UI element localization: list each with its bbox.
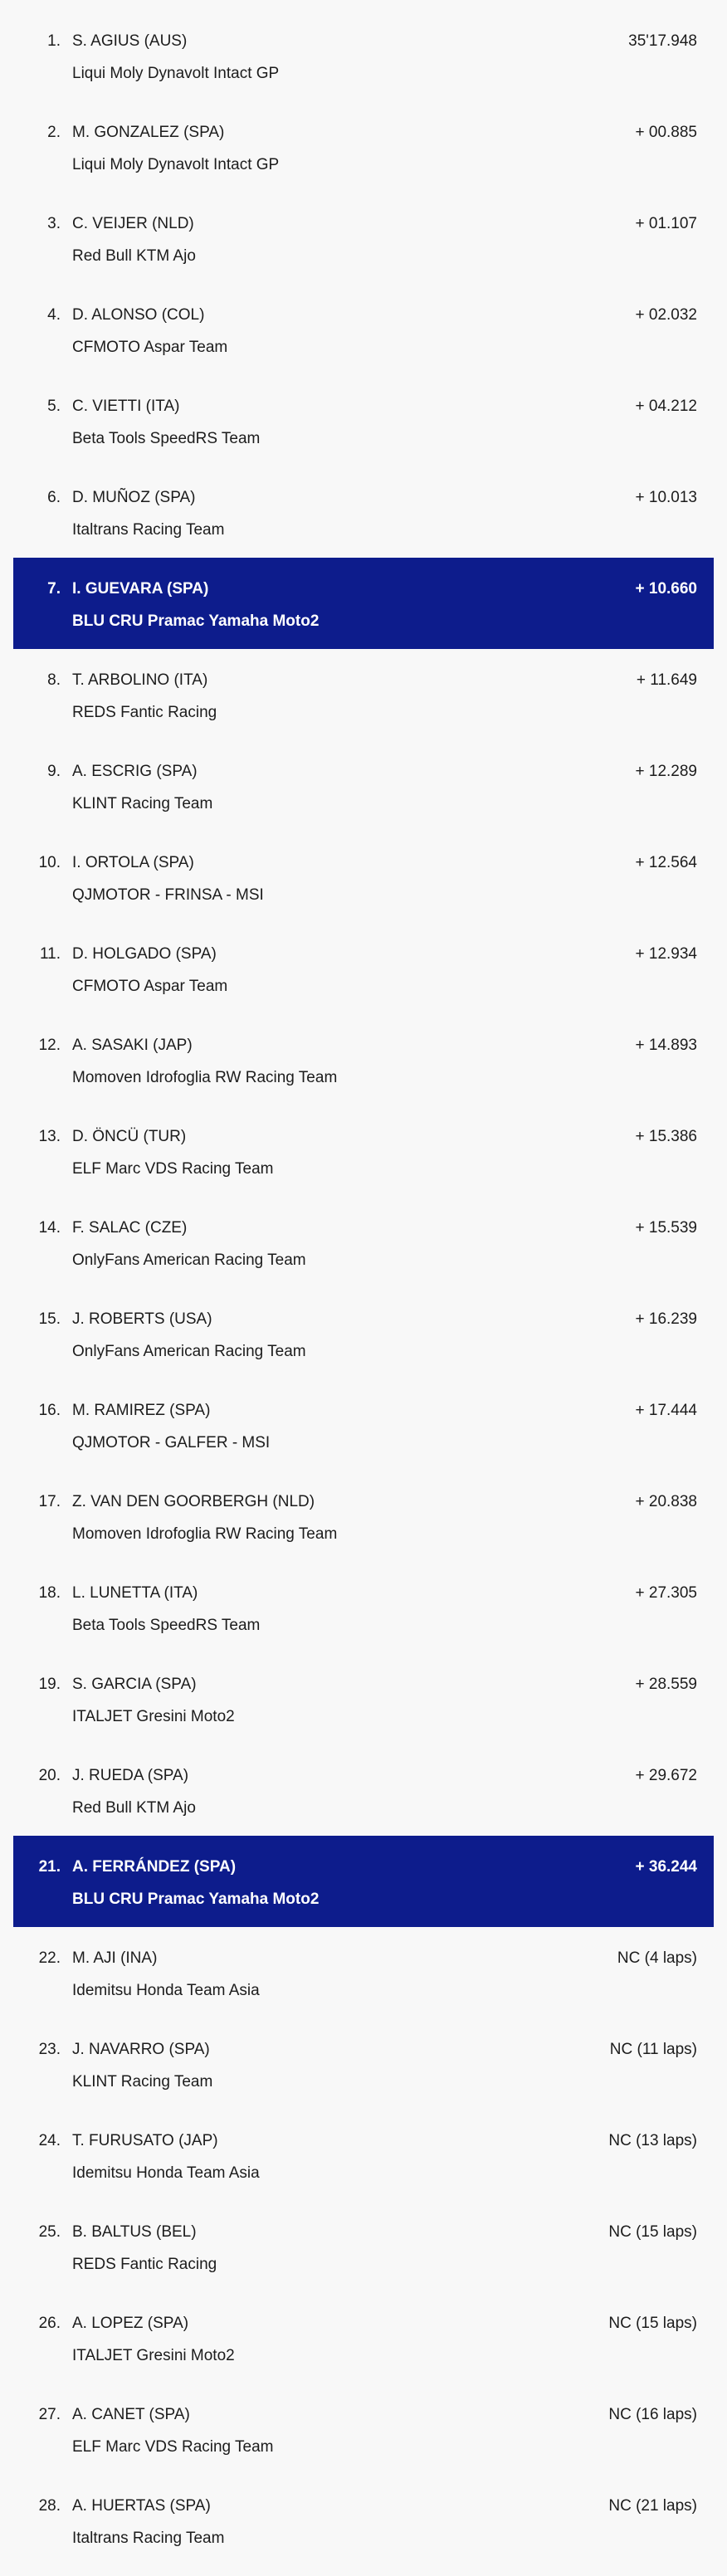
team-name: Liqui Moly Dynavolt Intact GP bbox=[72, 156, 280, 173]
rider-line bbox=[13, 1309, 714, 1330]
team-name: Red Bull KTM Ajo bbox=[72, 247, 196, 265]
time-gap: + 17.444 bbox=[635, 1402, 697, 1419]
result-row[interactable] bbox=[13, 466, 714, 558]
rider-name: C. VIETTI (ITA) bbox=[72, 398, 180, 415]
position-number: 17. bbox=[38, 1493, 61, 1510]
team-line bbox=[13, 1980, 714, 2002]
result-row[interactable] bbox=[13, 832, 714, 923]
result-row[interactable] bbox=[13, 1744, 714, 1836]
rider-line bbox=[13, 578, 714, 600]
team-name: REDS Fantic Racing bbox=[72, 2256, 217, 2273]
rider-name: A. SASAKI (JAP) bbox=[72, 1037, 193, 1054]
result-row[interactable] bbox=[13, 2110, 714, 2201]
rider-line bbox=[13, 122, 714, 144]
rider-name: M. GONZALEZ (SPA) bbox=[72, 124, 225, 141]
result-row[interactable] bbox=[13, 1288, 714, 1379]
time-gap: NC (11 laps) bbox=[609, 2041, 697, 2058]
position-number: 28. bbox=[38, 2497, 61, 2515]
result-row[interactable] bbox=[13, 740, 714, 832]
team-line bbox=[13, 2254, 714, 2276]
rider-line bbox=[13, 2313, 714, 2334]
result-row[interactable] bbox=[13, 2201, 714, 2292]
rider-name: T. FURUSATO (JAP) bbox=[72, 2132, 218, 2149]
time-gap: + 29.672 bbox=[635, 1767, 697, 1784]
result-row[interactable] bbox=[13, 1105, 714, 1197]
rider-name: D. ÖNCÜ (TUR) bbox=[72, 1128, 187, 1145]
position-number: 20. bbox=[38, 1767, 61, 1784]
rider-name: D. ALONSO (COL) bbox=[72, 306, 205, 324]
result-row[interactable] bbox=[13, 10, 714, 101]
rider-line bbox=[13, 761, 714, 783]
team-name: ELF Marc VDS Racing Team bbox=[72, 2438, 274, 2456]
team-name: KLINT Racing Team bbox=[72, 795, 213, 812]
team-line bbox=[13, 1067, 714, 1089]
team-name: Beta Tools SpeedRS Team bbox=[72, 430, 261, 447]
position-number: 8. bbox=[47, 671, 61, 689]
rider-line bbox=[13, 487, 714, 509]
time-gap: + 00.885 bbox=[635, 124, 697, 141]
time-gap: + 10.660 bbox=[635, 580, 697, 598]
team-line bbox=[13, 1889, 714, 1910]
result-row[interactable] bbox=[13, 375, 714, 466]
team-name: KLINT Racing Team bbox=[72, 2073, 213, 2091]
rider-line bbox=[13, 1674, 714, 1695]
team-line bbox=[13, 1524, 714, 1545]
rider-name: T. ARBOLINO (ITA) bbox=[72, 671, 208, 689]
team-line bbox=[13, 1798, 714, 1819]
position-number: 7. bbox=[47, 580, 61, 598]
time-gap: + 12.289 bbox=[635, 763, 697, 780]
team-line bbox=[13, 154, 714, 176]
time-gap: + 01.107 bbox=[635, 215, 697, 232]
rider-line bbox=[13, 305, 714, 326]
result-row[interactable] bbox=[13, 649, 714, 740]
rider-line bbox=[13, 1856, 714, 1878]
rider-line bbox=[13, 852, 714, 874]
position-number: 4. bbox=[47, 306, 61, 324]
position-number: 14. bbox=[38, 1219, 61, 1237]
team-name: QJMOTOR - GALFER - MSI bbox=[72, 1434, 271, 1451]
time-gap: + 02.032 bbox=[635, 306, 697, 324]
rider-name: S. GARCIA (SPA) bbox=[72, 1676, 197, 1693]
time-gap: NC (15 laps) bbox=[608, 2223, 697, 2241]
result-row-highlighted[interactable] bbox=[13, 558, 714, 649]
position-number: 15. bbox=[38, 1310, 61, 1328]
position-number: 12. bbox=[38, 1037, 61, 1054]
team-name: Italtrans Racing Team bbox=[72, 521, 225, 539]
team-line bbox=[13, 611, 714, 632]
position-number: 9. bbox=[47, 763, 61, 780]
team-name: REDS Fantic Racing bbox=[72, 704, 217, 721]
position-number: 21. bbox=[38, 1858, 61, 1876]
position-number: 2. bbox=[47, 124, 61, 141]
team-name: CFMOTO Aspar Team bbox=[72, 978, 228, 995]
rider-line bbox=[13, 2130, 714, 2152]
team-name: Red Bull KTM Ajo bbox=[72, 1799, 196, 1817]
result-row[interactable] bbox=[13, 1562, 714, 1653]
result-row[interactable] bbox=[13, 1197, 714, 1288]
team-name: ITALJET Gresini Moto2 bbox=[72, 1708, 235, 1725]
rider-name: I. ORTOLA (SPA) bbox=[72, 854, 194, 871]
rider-name: D. HOLGADO (SPA) bbox=[72, 945, 217, 963]
time-gap: + 16.239 bbox=[635, 1310, 697, 1328]
rider-line bbox=[13, 1583, 714, 1604]
team-name: Idemitsu Honda Team Asia bbox=[72, 2164, 260, 2182]
rider-line bbox=[13, 213, 714, 235]
time-gap: NC (21 laps) bbox=[608, 2497, 697, 2515]
team-line bbox=[13, 2071, 714, 2093]
rider-line bbox=[13, 2039, 714, 2061]
team-line bbox=[13, 1615, 714, 1637]
rider-line bbox=[13, 1948, 714, 1969]
result-row[interactable] bbox=[13, 284, 714, 375]
result-row[interactable] bbox=[13, 1471, 714, 1562]
position-number: 5. bbox=[47, 398, 61, 415]
team-name: BLU CRU Pramac Yamaha Moto2 bbox=[72, 612, 320, 630]
position-number: 23. bbox=[38, 2041, 61, 2058]
rider-name: A. CANET (SPA) bbox=[72, 2406, 190, 2423]
result-row[interactable] bbox=[13, 923, 714, 1014]
team-name: Italtrans Racing Team bbox=[72, 2530, 225, 2547]
rider-name: A. ESCRIG (SPA) bbox=[72, 763, 198, 780]
team-line bbox=[13, 63, 714, 85]
rider-line bbox=[13, 396, 714, 417]
team-line bbox=[13, 337, 714, 359]
team-line bbox=[13, 2528, 714, 2549]
team-name: OnlyFans American Racing Team bbox=[72, 1343, 306, 1360]
rider-name: C. VEIJER (NLD) bbox=[72, 215, 194, 232]
rider-name: A. LOPEZ (SPA) bbox=[72, 2315, 189, 2332]
rider-line bbox=[13, 2222, 714, 2243]
rider-name: A. HUERTAS (SPA) bbox=[72, 2497, 211, 2515]
rider-line bbox=[13, 1035, 714, 1056]
time-gap: NC (15 laps) bbox=[608, 2315, 697, 2332]
team-name: BLU CRU Pramac Yamaha Moto2 bbox=[72, 1891, 320, 1908]
rider-line bbox=[13, 1400, 714, 1422]
team-line bbox=[13, 976, 714, 998]
team-line bbox=[13, 702, 714, 724]
time-gap: + 10.013 bbox=[635, 489, 697, 506]
team-name: Momoven Idrofoglia RW Racing Team bbox=[72, 1525, 338, 1543]
time-gap: + 15.386 bbox=[635, 1128, 697, 1145]
rider-name: M. RAMIREZ (SPA) bbox=[72, 1402, 211, 1419]
team-name: Momoven Idrofoglia RW Racing Team bbox=[72, 1069, 338, 1086]
position-number: 11. bbox=[39, 945, 61, 963]
result-row[interactable] bbox=[13, 2018, 714, 2110]
rider-line bbox=[13, 31, 714, 52]
result-row[interactable] bbox=[13, 193, 714, 284]
position-number: 6. bbox=[47, 489, 61, 506]
team-name: ELF Marc VDS Racing Team bbox=[72, 1160, 274, 1178]
team-name: OnlyFans American Racing Team bbox=[72, 1251, 306, 1269]
rider-line bbox=[13, 2496, 714, 2517]
result-row[interactable] bbox=[13, 1927, 714, 2018]
team-line bbox=[13, 2437, 714, 2458]
rider-name: Z. VAN DEN GOORBERGH (NLD) bbox=[72, 1493, 315, 1510]
team-name: Idemitsu Honda Team Asia bbox=[72, 1982, 260, 1999]
team-line bbox=[13, 2345, 714, 2367]
position-number: 16. bbox=[38, 1402, 61, 1419]
team-line bbox=[13, 246, 714, 267]
rider-line bbox=[13, 2404, 714, 2426]
position-number: 18. bbox=[38, 1584, 61, 1602]
result-row-highlighted[interactable] bbox=[13, 1836, 714, 1927]
rider-name: A. FERRÁNDEZ (SPA) bbox=[72, 1858, 237, 1876]
time-gap: + 27.305 bbox=[635, 1584, 697, 1602]
position-number: 26. bbox=[38, 2315, 61, 2332]
result-row[interactable] bbox=[13, 2475, 714, 2566]
position-number: 24. bbox=[38, 2132, 61, 2149]
rider-line bbox=[13, 670, 714, 691]
rider-name: D. MUÑOZ (SPA) bbox=[72, 489, 196, 506]
team-line bbox=[13, 1250, 714, 1271]
team-line bbox=[13, 1706, 714, 1728]
rider-line bbox=[13, 1765, 714, 1787]
team-name: QJMOTOR - FRINSA - MSI bbox=[72, 886, 264, 904]
time-gap: + 15.539 bbox=[635, 1219, 697, 1237]
rider-line bbox=[13, 1126, 714, 1148]
time-gap: + 04.212 bbox=[635, 398, 697, 415]
time-gap: + 12.934 bbox=[635, 945, 697, 963]
time-gap: NC (16 laps) bbox=[608, 2406, 697, 2423]
team-line bbox=[13, 520, 714, 541]
team-line bbox=[13, 1159, 714, 1180]
time-gap: + 12.564 bbox=[635, 854, 697, 871]
rider-line bbox=[13, 1491, 714, 1513]
position-number: 19. bbox=[38, 1676, 61, 1693]
position-number: 22. bbox=[38, 1949, 61, 1967]
rider-name: F. SALAC (CZE) bbox=[72, 1219, 188, 1237]
rider-name: I. GUEVARA (SPA) bbox=[72, 580, 209, 598]
result-row[interactable] bbox=[13, 2292, 714, 2383]
team-name: Liqui Moly Dynavolt Intact GP bbox=[72, 65, 280, 82]
position-number: 27. bbox=[38, 2406, 61, 2423]
team-name: Beta Tools SpeedRS Team bbox=[72, 1617, 261, 1634]
time-gap: + 28.559 bbox=[635, 1676, 697, 1693]
race-results-list bbox=[13, 10, 714, 2566]
team-line bbox=[13, 1341, 714, 1363]
result-row[interactable] bbox=[13, 1653, 714, 1744]
rider-line bbox=[13, 1217, 714, 1239]
team-line bbox=[13, 1432, 714, 1454]
position-number: 10. bbox=[38, 854, 61, 871]
result-row[interactable] bbox=[13, 101, 714, 193]
time-gap: 35'17.948 bbox=[628, 32, 697, 50]
rider-name: L. LUNETTA (ITA) bbox=[72, 1584, 198, 1602]
position-number: 25. bbox=[38, 2223, 61, 2241]
position-number: 3. bbox=[47, 215, 61, 232]
team-name: CFMOTO Aspar Team bbox=[72, 339, 228, 356]
time-gap: + 14.893 bbox=[635, 1037, 697, 1054]
rider-name: J. NAVARRO (SPA) bbox=[72, 2041, 210, 2058]
team-line bbox=[13, 793, 714, 815]
time-gap: NC (4 laps) bbox=[617, 1949, 697, 1967]
time-gap: + 11.649 bbox=[636, 671, 697, 689]
rider-name: B. BALTUS (BEL) bbox=[72, 2223, 197, 2241]
result-row[interactable] bbox=[13, 1379, 714, 1471]
time-gap: + 36.244 bbox=[635, 1858, 697, 1876]
team-line bbox=[13, 428, 714, 450]
time-gap: + 20.838 bbox=[635, 1493, 697, 1510]
team-name: ITALJET Gresini Moto2 bbox=[72, 2347, 235, 2364]
position-number: 13. bbox=[38, 1128, 61, 1145]
position-number: 1. bbox=[47, 32, 61, 50]
rider-name: J. ROBERTS (USA) bbox=[72, 1310, 212, 1328]
rider-line bbox=[13, 944, 714, 965]
result-row[interactable] bbox=[13, 1014, 714, 1105]
time-gap: NC (13 laps) bbox=[608, 2132, 697, 2149]
rider-name: M. AJI (INA) bbox=[72, 1949, 158, 1967]
team-line bbox=[13, 885, 714, 906]
team-line bbox=[13, 2163, 714, 2184]
rider-name: J. RUEDA (SPA) bbox=[72, 1767, 189, 1784]
result-row[interactable] bbox=[13, 2383, 714, 2475]
rider-name: S. AGIUS (AUS) bbox=[72, 32, 188, 50]
